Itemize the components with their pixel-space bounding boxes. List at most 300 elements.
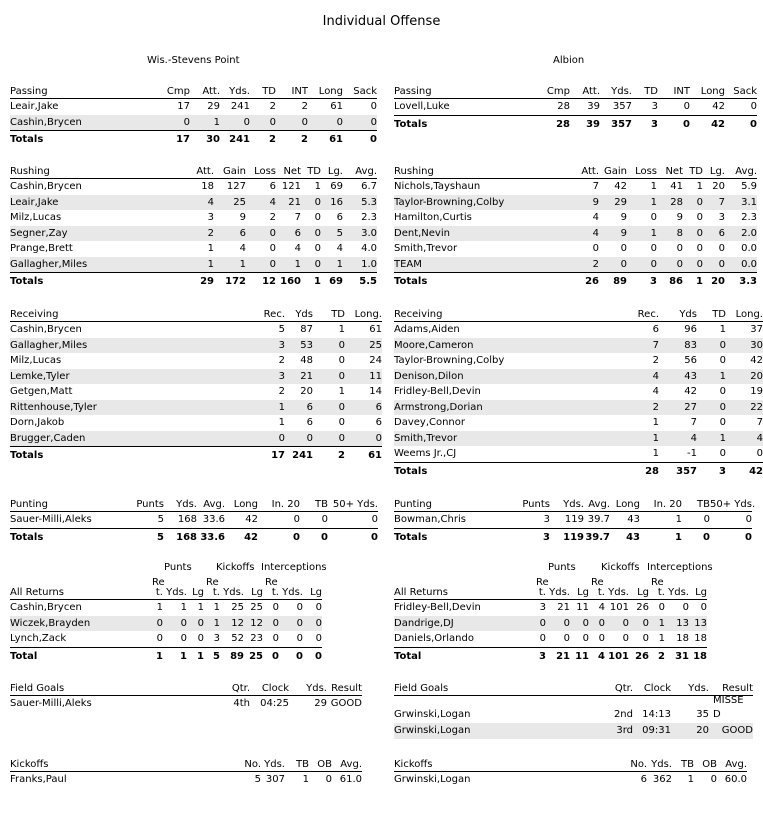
total-cell: 69 — [329, 276, 343, 287]
stat-cell: 2nd — [613, 709, 633, 720]
column-header: t. — [155, 587, 163, 598]
stat-cell: 1 — [650, 181, 657, 192]
rushing-header-row — [394, 165, 757, 179]
table-row — [10, 696, 362, 712]
totals-row — [394, 272, 757, 289]
stat-cell: 0 — [338, 417, 345, 428]
column-header: TD — [262, 86, 276, 97]
table-row — [10, 115, 377, 131]
column-header: Lg — [695, 587, 707, 598]
stat-cell: 0 — [325, 774, 332, 785]
stat-cell: 9 — [592, 196, 599, 208]
stat-cell: 6 — [306, 401, 313, 413]
section-title: Punting — [10, 499, 48, 510]
player-name: TEAM — [394, 258, 422, 270]
column-header: OB — [702, 759, 717, 770]
stat-cell: 0 — [696, 212, 703, 223]
table-row — [10, 226, 377, 242]
receiving-table-right — [394, 308, 763, 479]
stat-cell: 168 — [177, 514, 197, 525]
column-header: Net — [283, 166, 301, 177]
player-name: Dandrige,DJ — [394, 617, 454, 629]
receiving-header-row — [394, 308, 763, 322]
stat-cell: 0 — [719, 401, 726, 413]
column-header: TB — [315, 499, 328, 510]
total-cell: 26 — [585, 276, 599, 287]
total-cell: 28 — [556, 118, 570, 130]
stat-cell: 21 — [557, 602, 570, 613]
total-cell: 61 — [368, 450, 382, 461]
table-row — [394, 257, 757, 273]
stat-cell: 39 — [587, 101, 600, 112]
total-cell: 1 — [180, 650, 187, 662]
player-name: Bowman,Chris — [394, 514, 466, 525]
total-cell: 101 — [608, 650, 629, 662]
stat-cell: 362 — [652, 774, 672, 785]
stat-cell: 3.0 — [361, 227, 377, 239]
column-header: Gain — [223, 166, 246, 177]
totals-row — [394, 528, 752, 545]
column-header: 50+ Yds. — [332, 499, 378, 510]
column-header: Yds. — [608, 587, 629, 598]
stat-cell: 4 — [336, 243, 343, 254]
stat-cell: 48 — [300, 355, 313, 366]
stat-cell: 0 — [700, 602, 707, 613]
stat-cell: 42 — [614, 181, 627, 192]
player-name: Brugger,Caden — [10, 432, 86, 444]
table-row — [394, 353, 763, 369]
stat-cell: 0 — [563, 633, 570, 644]
table-row — [394, 384, 763, 400]
total-cell: 31 — [675, 650, 689, 662]
stat-cell: 43 — [627, 514, 640, 525]
stat-cell: 4 — [690, 432, 697, 444]
stat-cell: 29 — [314, 698, 327, 709]
column-header: TD — [644, 86, 658, 97]
total-cell: 5.5 — [359, 276, 377, 287]
table-row — [10, 400, 382, 416]
column-header: Loss — [635, 166, 657, 177]
stat-cell: 0 — [156, 617, 163, 629]
stat-cell: 1 — [338, 386, 345, 397]
stat-cell: 25 — [369, 339, 382, 351]
table-row — [394, 322, 763, 338]
total-cell: 0 — [703, 531, 710, 543]
stat-cell: 0 — [682, 602, 689, 613]
player-name: Leair,Jake — [10, 196, 59, 208]
stat-cell: 0 — [370, 101, 377, 112]
column-header: Loss — [254, 166, 276, 177]
player-name: Milz,Lucas — [10, 212, 62, 223]
returns-group-header: Interceptions — [261, 562, 327, 573]
stat-cell: 61.0 — [339, 774, 362, 785]
player-name: Milz,Lucas — [10, 355, 62, 366]
column-header: Qtr. — [614, 683, 633, 694]
returns-re-label: Re — [591, 577, 604, 588]
stat-cell: 6.7 — [361, 181, 377, 192]
table-row — [394, 600, 707, 616]
stat-cell: 6 — [294, 227, 301, 239]
stat-cell: 61 — [369, 324, 382, 335]
section-title: Rushing — [394, 166, 434, 177]
table-row — [394, 99, 757, 115]
stat-cell: 5 — [254, 774, 261, 785]
column-header: Att. — [581, 166, 599, 177]
stat-cell: 0 — [756, 448, 763, 459]
returns-group-header: Punts — [164, 562, 192, 573]
table-row — [394, 616, 707, 632]
section-title: Receiving — [10, 309, 59, 320]
stat-cell: 28 — [670, 196, 683, 208]
stat-cell: 0 — [642, 633, 649, 644]
stat-cell: 1 — [719, 370, 726, 382]
total-cell: 3 — [539, 650, 546, 662]
player-name: Franks,Paul — [10, 774, 67, 785]
player-name: Cashin,Brycen — [10, 324, 82, 335]
section-title: All Returns — [394, 587, 448, 598]
total-cell: 357 — [611, 118, 632, 130]
stat-cell: 1 — [719, 324, 726, 335]
stat-cell: 9 — [676, 212, 683, 223]
table-row — [10, 338, 382, 354]
stat-cell: 3 — [651, 101, 658, 112]
stat-cell: 0 — [272, 602, 279, 613]
stat-cell: 3 — [718, 212, 725, 223]
stat-cell: 30 — [750, 339, 763, 351]
stat-cell: 23 — [250, 633, 263, 644]
totals-row — [394, 462, 763, 479]
total-cell: 42 — [244, 531, 258, 543]
returns-table-left — [10, 562, 327, 664]
stat-cell: 1 — [658, 617, 665, 629]
column-header: Cmp — [166, 86, 190, 97]
totals-label: Totals — [10, 134, 44, 145]
player-name: Segner,Zay — [10, 227, 68, 239]
total-cell: 25 — [249, 650, 263, 662]
player-name: Davey,Connor — [394, 417, 466, 428]
stat-cell: 1 — [278, 417, 285, 428]
stat-cell: 13 — [694, 617, 707, 629]
stat-cell: 121 — [281, 181, 301, 192]
stat-cell: 0 — [582, 617, 589, 629]
total-cell: 42 — [749, 465, 763, 477]
column-header: No. — [630, 759, 647, 770]
returns-re-label: Re — [265, 577, 278, 588]
stat-cell: 101 — [609, 602, 629, 613]
stat-cell: 5.3 — [361, 196, 377, 208]
total-cell: 241 — [292, 450, 313, 461]
total-cell: 30 — [206, 134, 220, 145]
field-goals-table-right — [394, 682, 753, 739]
column-header: t. — [657, 587, 665, 598]
stat-cell: 0 — [563, 617, 570, 629]
stat-cell: 1 — [180, 602, 187, 613]
stat-cell: 2 — [301, 101, 308, 112]
column-header: Gain — [604, 166, 627, 177]
stat-cell: 1 — [207, 243, 214, 254]
stat-cell: 0 — [539, 633, 546, 644]
total-cell: 241 — [229, 134, 250, 145]
totals-label: Totals — [10, 450, 44, 461]
table-row — [394, 723, 753, 739]
total-cell: 33.6 — [200, 531, 225, 543]
stat-cell: 0 — [314, 258, 321, 270]
stat-cell: 1 — [336, 258, 343, 270]
table-row — [10, 631, 322, 647]
column-header: t. — [538, 587, 546, 598]
table-row — [394, 369, 763, 385]
stat-cell: 7 — [718, 196, 725, 208]
stat-cell: 6 — [269, 181, 276, 192]
stat-cell: 0 — [539, 617, 546, 629]
total-cell: 119 — [563, 531, 584, 543]
totals-row — [394, 115, 757, 132]
stat-cell: 0 — [296, 617, 303, 629]
stat-cell: 3 — [543, 514, 550, 525]
column-header: Lg — [310, 587, 322, 598]
player-name: Rittenhouse,Tyler — [10, 401, 97, 413]
stat-cell: 1 — [314, 181, 321, 192]
stat-cell: 6 — [336, 212, 343, 223]
returns-group-header: Interceptions — [647, 562, 713, 573]
column-header: Avg. — [203, 499, 225, 510]
stat-cell: 0 — [243, 116, 250, 128]
column-header: Long — [700, 86, 725, 97]
table-row — [394, 241, 757, 257]
stat-cell: 1 — [652, 448, 659, 459]
total-cell: 0 — [296, 650, 303, 662]
stat-cell — [709, 695, 753, 723]
player-name: Fridley-Bell,Devin — [394, 386, 481, 397]
stat-cell: 0 — [696, 258, 703, 270]
column-header: t. — [271, 587, 279, 598]
column-header: TD — [307, 166, 321, 177]
totals-label: Totals — [394, 531, 428, 543]
column-header: Sack — [733, 86, 757, 97]
stat-cell: 2 — [278, 355, 285, 366]
totals-label: Totals — [394, 118, 428, 130]
stat-cell: 0.0 — [741, 243, 757, 254]
stat-cell: 0 — [272, 633, 279, 644]
column-header: Yds. — [563, 499, 584, 510]
stat-cell: 0 — [650, 258, 657, 270]
total-cell: 172 — [225, 276, 246, 287]
player-name: Armstrong,Dorian — [394, 401, 483, 413]
column-header: Sack — [353, 86, 377, 97]
total-cell: 11 — [575, 650, 589, 662]
stat-cell: 4 — [239, 243, 246, 254]
table-row — [10, 257, 377, 273]
column-header: Clock — [643, 683, 671, 694]
column-header: Rec. — [637, 309, 659, 320]
stat-cell: 96 — [684, 324, 697, 335]
column-header: TD — [689, 166, 703, 177]
table-row — [394, 226, 757, 242]
table-row — [394, 195, 757, 211]
column-header: Avg. — [735, 166, 757, 177]
stat-cell: 0 — [620, 258, 627, 270]
stat-cell: 1 — [687, 774, 694, 785]
stat-cell: 20 — [750, 370, 763, 382]
column-header: Net — [665, 166, 683, 177]
stat-cell: 16 — [330, 196, 343, 208]
section-title: Field Goals — [10, 683, 65, 694]
stat-cell: 1 — [696, 181, 703, 192]
passing-table-left — [10, 85, 377, 147]
column-header: Rec. — [263, 309, 285, 320]
stat-cell: 27 — [684, 401, 697, 413]
stat-cell: 0 — [269, 227, 276, 239]
stat-cell: 9 — [620, 227, 627, 239]
stat-cell: 25 — [231, 602, 244, 613]
stat-cell: 7 — [652, 339, 659, 351]
stat-cell: 0 — [338, 370, 345, 382]
stat-cell: 241 — [230, 101, 250, 112]
column-header: Avg. — [355, 166, 377, 177]
column-header: Yds. — [223, 587, 244, 598]
stat-cell: 4 — [652, 386, 659, 397]
total-cell: 39 — [586, 118, 600, 130]
table-row — [10, 322, 382, 338]
column-header: Yds. — [264, 759, 285, 770]
stat-cell: 26 — [636, 602, 649, 613]
returns-re-label: Re — [651, 577, 664, 588]
total-cell: 28 — [645, 465, 659, 477]
column-header: Lg. — [709, 166, 725, 177]
stat-cell: 19 — [750, 386, 763, 397]
totals-row — [10, 528, 378, 545]
stat-cell: 3.1 — [741, 196, 757, 208]
stat-cell: 1 — [650, 227, 657, 239]
stat-cell: 0 — [719, 355, 726, 366]
section-title: Field Goals — [394, 683, 449, 694]
stat-cell: 21 — [288, 196, 301, 208]
stat-cell: 37 — [750, 324, 763, 335]
stat-cell: 0 — [703, 514, 710, 525]
total-cell: 26 — [635, 650, 649, 662]
stat-cell: 0 — [375, 432, 382, 444]
stat-cell: 1 — [213, 617, 220, 629]
table-row — [10, 772, 362, 788]
stat-cell: 25 — [233, 196, 246, 208]
column-header: Yds. — [166, 587, 187, 598]
total-cell: 5 — [157, 531, 164, 543]
stat-cell: 0 — [582, 633, 589, 644]
stat-cell: 18 — [676, 633, 689, 644]
stat-cell: 1 — [294, 258, 301, 270]
stat-cell: 6 — [718, 227, 725, 239]
table-row — [10, 415, 382, 431]
stat-cell: 3 — [278, 339, 285, 351]
table-row — [394, 631, 707, 647]
stat-cell: 1.0 — [361, 258, 377, 270]
stat-cell: 0 — [315, 633, 322, 644]
returns-header-row — [10, 586, 322, 600]
column-header: TB — [296, 759, 309, 770]
stat-cell: 6 — [652, 324, 659, 335]
player-name: Grwinski,Logan — [394, 774, 471, 785]
total-cell: 1 — [156, 650, 163, 662]
passing-header-row — [394, 85, 757, 99]
stat-cell: 13 — [676, 617, 689, 629]
stat-cell: 11 — [576, 602, 589, 613]
player-name: Sauer-Milli,Aleks — [10, 514, 92, 525]
player-name: Wiczek,Brayden — [10, 617, 91, 629]
table-row — [394, 431, 763, 447]
stat-cell: 61 — [330, 101, 343, 112]
section-title: Receiving — [394, 309, 443, 320]
stat-cell: 0 — [718, 243, 725, 254]
stat-cell: 4 — [269, 196, 276, 208]
stat-cell: 0 — [676, 258, 683, 270]
stat-cell: 4 — [207, 196, 214, 208]
stat-cell: 21 — [300, 370, 313, 382]
stat-cell: 20 — [712, 181, 725, 192]
column-header: Yds. — [549, 587, 570, 598]
total-cell: 17 — [176, 134, 190, 145]
column-header: TB — [697, 499, 710, 510]
stat-cell: 1 — [658, 633, 665, 644]
rushing-table-left — [10, 165, 377, 289]
section-title: Kickoffs — [10, 759, 49, 770]
section-title: Kickoffs — [394, 759, 433, 770]
total-cell: 160 — [280, 276, 301, 287]
receiving-header-row — [10, 308, 382, 322]
stat-cell: 69 — [330, 181, 343, 192]
stat-cell: 53 — [300, 339, 313, 351]
stat-cell: -1 — [687, 448, 697, 459]
table-row — [10, 369, 382, 385]
stat-cell: 2.3 — [741, 212, 757, 223]
column-header: Lg — [637, 587, 649, 598]
stat-cell: 0 — [622, 617, 629, 629]
stat-cell: 4 — [294, 243, 301, 254]
total-cell: 29 — [200, 276, 214, 287]
stat-cell: 1 — [652, 417, 659, 428]
total-cell: 0 — [293, 531, 300, 543]
stat-cell: 4 — [756, 432, 763, 444]
returns-table-right — [394, 562, 713, 664]
total-cell: 3 — [650, 276, 657, 287]
stat-cell: 20 — [696, 725, 709, 736]
total-cell: 0 — [315, 650, 322, 662]
stat-cell: 0 — [622, 633, 629, 644]
stat-cell: 0 — [314, 243, 321, 254]
stat-cell: 0 — [180, 633, 187, 644]
column-header: t. — [212, 587, 220, 598]
total-cell: 0 — [745, 531, 752, 543]
stat-cell: 20 — [300, 386, 313, 397]
column-header: Result — [331, 683, 362, 694]
totals-label: Totals — [394, 465, 428, 477]
stat-cell: 0 — [750, 101, 757, 112]
kickoffs-table-left — [10, 758, 362, 788]
player-name: Smith,Trevor — [394, 432, 458, 444]
player-name: Grwinski,Logan — [394, 725, 471, 736]
stat-cell: 0 — [650, 243, 657, 254]
totals-row — [10, 130, 377, 147]
total-cell: 168 — [176, 531, 197, 543]
stat-cell: 0 — [272, 617, 279, 629]
player-name: Smith,Trevor — [394, 243, 458, 254]
total-cell: 357 — [676, 465, 697, 477]
column-header: Yds — [295, 309, 313, 320]
column-header: Yds. — [282, 587, 303, 598]
player-name: Lynch,Zack — [10, 633, 67, 644]
stat-cell: 56 — [684, 355, 697, 366]
total-cell: 86 — [669, 276, 683, 287]
stat-cell: 5 — [278, 324, 285, 335]
